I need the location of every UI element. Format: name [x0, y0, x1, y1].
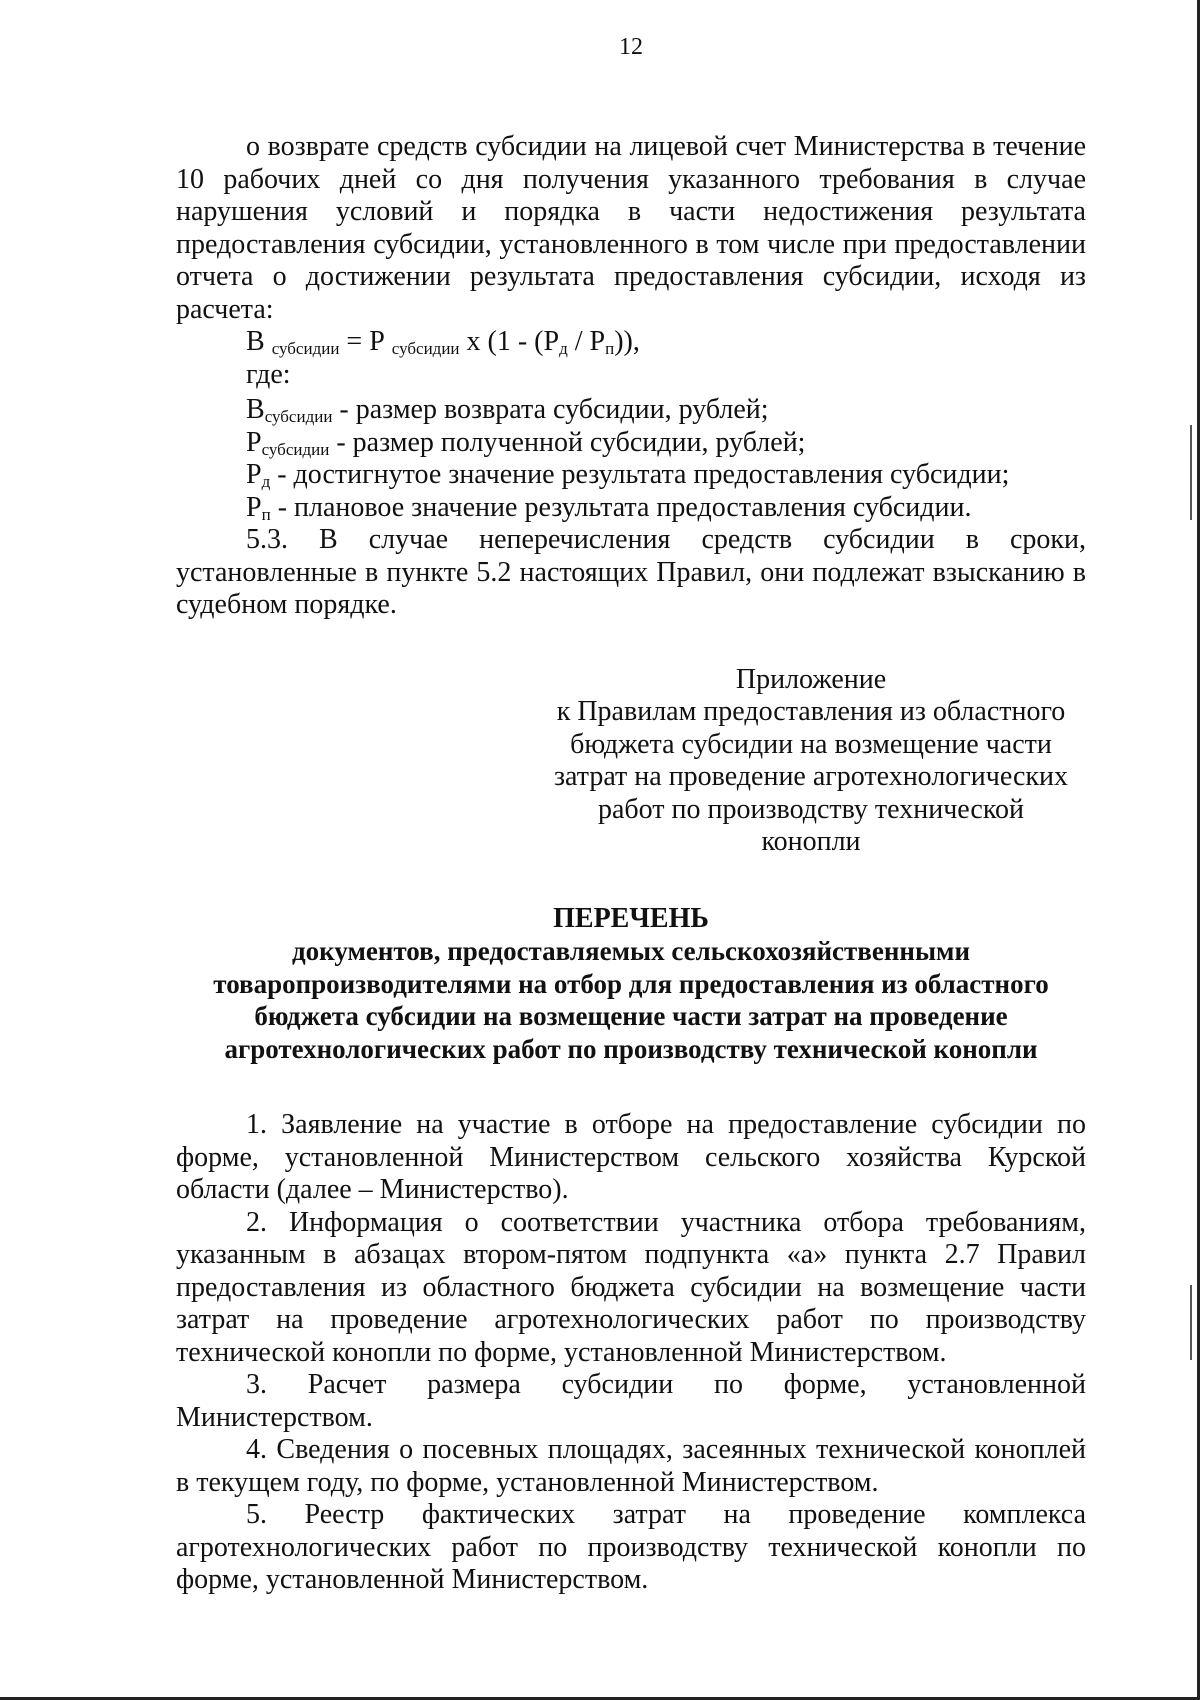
list-item: 2. Информация о соответствии участника отбора требованиям, указанным в абзацах втором-пятом подпункта «а» пункта 2.7 Правил предоставления из областного бюджета субсидии на возмещение части затрат на проведение агротехнологических работ по производству технической конопли по форме, установленной Министерством. [176, 1206, 1086, 1368]
formula: В $_{субсидии}$ = Р $_{субсидии}$ х $(1 - (Р_д / Р_п))$, [246, 326, 640, 358]
definition-item: $Р_д$ - достигнутое значение результата предоставления субсидии; [246, 459, 1010, 491]
definition-item: $Р_п$ - плановое значение результата предоставления субсидии. [246, 491, 972, 524]
definition-item: $В_{субсидии}$ - размер возврата субсидии, рублей; [246, 394, 769, 426]
appendix-line: конопли [761, 826, 861, 857]
where-label: где: [246, 358, 291, 390]
heading-subtitle-line: товаропроизводителями на отбор для предоставления из областного [213, 968, 1049, 999]
intro-paragraph: о возврате средств субсидии на лицевой счет Министерства в течение 10 рабочих дней со дня получения указанного требования в случае нарушения условий и порядка в части недостижения результата предоставления субсидии, установленного в том числе при предоставлении отчета о достижении результата предоставления субсидии, исходя из расчета: [176, 131, 1086, 325]
appendix-line: затрат на проведение агротехнологических [554, 761, 1068, 792]
definition-item: $Р_{субсидии}$ - размер полученной субсидии, рублей; [246, 426, 806, 459]
appendix-line: работ по производству технической [597, 793, 1024, 825]
list-item: 3. Расчет размера субсидии по форме, установленной Министерством. [176, 1369, 1086, 1433]
scan-mark [1190, 425, 1192, 520]
heading-subtitle-line: документов, предоставляемых сельскохозяйственными [291, 936, 971, 966]
list-item: 1. Заявление на участие в отборе на предоставление субсидии по форме, установленной Министерством сельского хозяйства Курской области (далее – Министерство). [176, 1109, 1086, 1205]
heading-title: ПЕРЕЧЕНЬ [553, 902, 709, 934]
page-number: 12 [619, 34, 643, 60]
scan-mark [1190, 1285, 1192, 1360]
appendix-line: бюджета субсидии на возмещение части [570, 728, 1052, 760]
appendix-label: Приложение [735, 663, 887, 695]
clause-5-3: 5.3. В случае неперечисления средств субсидии в сроки, установленные в пункте 5.2 настоящих Правил, они подлежат взысканию в судебном порядке. [176, 524, 1086, 620]
list-heading [176, 903, 1086, 1066]
appendix-line: к Правилам предоставления из областного [556, 696, 1066, 727]
heading-subtitle-line: агротехнологических работ по производству технической конопли [224, 1033, 1038, 1064]
document-body [176, 131, 1086, 1597]
heading-subtitle-line: бюджета субсидии на возмещение части затрат на проведение [254, 1001, 1008, 1031]
list-item: 5. Реестр фактических затрат на проведение комплекса агротехнологических работ по производству технической конопли по форме, установленной Министерством. [176, 1499, 1086, 1595]
list-item: 4. Сведения о посевных площадях, засеянных технической коноплей в текущем году, по форме, установленной Министерством. [176, 1434, 1086, 1498]
appendix-note [541, 664, 1081, 859]
documents-list [176, 1109, 1086, 1597]
